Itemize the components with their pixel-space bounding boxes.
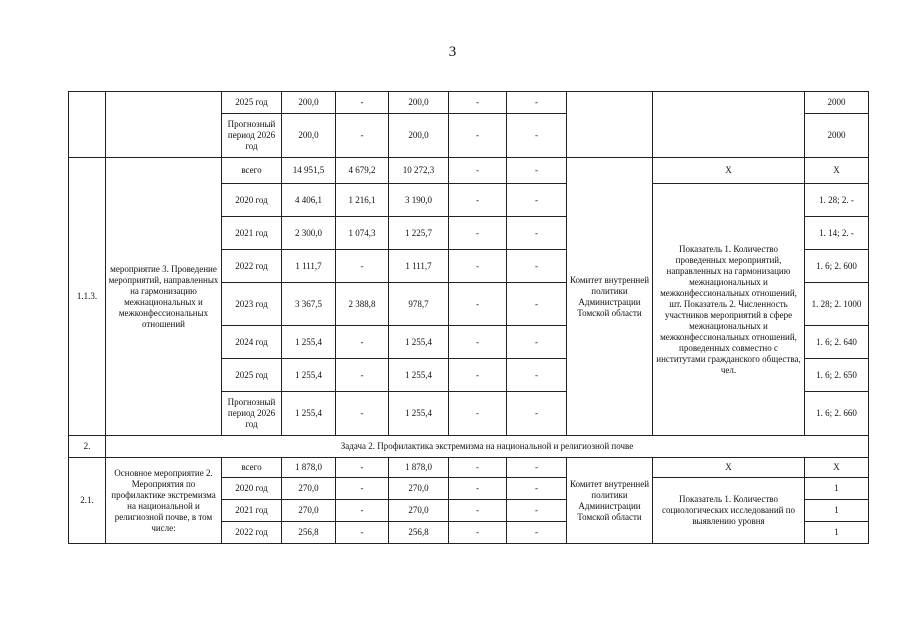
regional-cell: 978,7	[389, 283, 449, 326]
year-cell: 2025 год	[222, 359, 282, 392]
year-cell: 2020 год	[222, 478, 282, 500]
regional-cell: 1 255,4	[389, 326, 449, 359]
federal-cell: -	[336, 522, 389, 544]
regional-cell: 270,0	[389, 478, 449, 500]
federal-cell: -	[336, 250, 389, 283]
regional-cell: 1 255,4	[389, 392, 449, 436]
regional-cell: 256,8	[389, 522, 449, 544]
x-cell: Х	[653, 458, 805, 478]
federal-cell: -	[336, 359, 389, 392]
regional-cell: 200,0	[389, 92, 449, 114]
executor-cell: Комитет внутренней политики Администрации Томской области	[567, 458, 653, 544]
other-cell: -	[507, 359, 567, 392]
value-cell: 1. 28; 2. -	[805, 184, 869, 217]
other-cell: -	[507, 500, 567, 522]
year-cell: 2022 год	[222, 522, 282, 544]
other-cell: -	[507, 478, 567, 500]
executor-cell: Комитет внутренней политики Администрации Томской области	[567, 158, 653, 436]
local-cell: -	[449, 250, 507, 283]
local-cell: -	[449, 92, 507, 114]
total-cell: 2 300,0	[282, 217, 336, 250]
regional-cell: 10 272,3	[389, 158, 449, 184]
value-cell: 2000	[805, 114, 869, 158]
num-cell	[69, 92, 106, 158]
indicator-cell: Показатель 1. Количество социологических исследований по выявлению уровня	[653, 478, 805, 544]
value-cell: 1	[805, 522, 869, 544]
table-row	[69, 92, 869, 114]
indicator-cell: Показатель 1. Количество проведенных мероприятий, направленных на гармонизацию межнациональных и межконфессиональных отношений, шт. Показатель 2. Численность участников мероприятий в сфере межнациональных и межконфессиональных отношений, проведенных совместно с институтами гражданского общества, чел.	[653, 184, 805, 436]
local-cell: -	[449, 500, 507, 522]
year-cell: 2020 год	[222, 184, 282, 217]
year-cell: 2025 год	[222, 92, 282, 114]
year-cell: Прогнозный период 2026 год	[222, 392, 282, 436]
total-cell: 1 255,4	[282, 392, 336, 436]
local-cell: -	[449, 184, 507, 217]
federal-cell: -	[336, 392, 389, 436]
regional-cell: 3 190,0	[389, 184, 449, 217]
value-cell: 1. 28; 2. 1000	[805, 283, 869, 326]
local-cell: -	[449, 392, 507, 436]
other-cell: -	[507, 326, 567, 359]
federal-cell: 2 388,8	[336, 283, 389, 326]
value-cell: 2000	[805, 92, 869, 114]
program-table	[68, 91, 869, 544]
value-cell: 1	[805, 500, 869, 522]
total-cell: 256,8	[282, 522, 336, 544]
name-cell	[106, 92, 222, 158]
year-cell: 2023 год	[222, 283, 282, 326]
value-cell: 1. 14; 2. -	[805, 217, 869, 250]
total-cell: 1 878,0	[282, 458, 336, 478]
federal-cell: -	[336, 92, 389, 114]
local-cell: -	[449, 478, 507, 500]
indicator-cell	[653, 92, 805, 158]
total-cell: 4 406,1	[282, 184, 336, 217]
other-cell: -	[507, 283, 567, 326]
local-cell: -	[449, 217, 507, 250]
other-cell: -	[507, 522, 567, 544]
federal-cell: 1 074,3	[336, 217, 389, 250]
year-cell: Прогнозный период 2026 год	[222, 114, 282, 158]
other-cell: -	[507, 92, 567, 114]
local-cell: -	[449, 114, 507, 158]
other-cell: -	[507, 250, 567, 283]
value-cell: 1	[805, 478, 869, 500]
federal-cell: -	[336, 478, 389, 500]
regional-cell: 200,0	[389, 114, 449, 158]
other-cell: -	[507, 114, 567, 158]
table-row	[69, 158, 869, 184]
federal-cell: -	[336, 458, 389, 478]
other-cell: -	[507, 158, 567, 184]
year-cell: 2022 год	[222, 250, 282, 283]
name-cell: мероприятие 3. Проведение мероприятий, направленных на гармонизацию межнациональных и межконфессиональных отношений	[106, 158, 222, 436]
federal-cell: -	[336, 114, 389, 158]
local-cell: -	[449, 522, 507, 544]
year-cell: 2021 год	[222, 500, 282, 522]
regional-cell: 1 111,7	[389, 250, 449, 283]
total-cell: 1 111,7	[282, 250, 336, 283]
regional-cell: 270,0	[389, 500, 449, 522]
page-number: 3	[448, 44, 457, 60]
total-cell: 14 951,5	[282, 158, 336, 184]
total-cell: 270,0	[282, 478, 336, 500]
local-cell: -	[449, 283, 507, 326]
value-cell: 1. 6; 2. 650	[805, 359, 869, 392]
name-cell: Основное мероприятие 2. Мероприятия по профилактике экстремизма на национальной и религиозной почве, в том числе:	[106, 458, 222, 544]
federal-cell: -	[336, 500, 389, 522]
year-cell: всего	[222, 458, 282, 478]
task-title: Задача 2. Профилактика экстремизма на национальной и религиозной почве	[106, 436, 869, 458]
num-cell: 2.	[69, 436, 106, 458]
federal-cell: 1 216,1	[336, 184, 389, 217]
x-cell: Х	[653, 158, 805, 184]
total-cell: 1 255,4	[282, 326, 336, 359]
total-cell: 200,0	[282, 92, 336, 114]
year-cell: всего	[222, 158, 282, 184]
value-cell: 1. 6; 2. 600	[805, 250, 869, 283]
executor-cell	[567, 92, 653, 158]
other-cell: -	[507, 392, 567, 436]
local-cell: -	[449, 326, 507, 359]
x-cell: Х	[805, 158, 869, 184]
total-cell: 3 367,5	[282, 283, 336, 326]
regional-cell: 1 225,7	[389, 217, 449, 250]
total-cell: 270,0	[282, 500, 336, 522]
x-cell: Х	[805, 458, 869, 478]
value-cell: 1. 6; 2. 640	[805, 326, 869, 359]
year-cell: 2024 год	[222, 326, 282, 359]
local-cell: -	[449, 158, 507, 184]
local-cell: -	[449, 359, 507, 392]
other-cell: -	[507, 184, 567, 217]
task-row	[69, 436, 869, 458]
num-cell: 2.1.	[69, 458, 106, 544]
regional-cell: 1 878,0	[389, 458, 449, 478]
total-cell: 200,0	[282, 114, 336, 158]
federal-cell: -	[336, 326, 389, 359]
other-cell: -	[507, 458, 567, 478]
value-cell: 1. 6; 2. 660	[805, 392, 869, 436]
total-cell: 1 255,4	[282, 359, 336, 392]
local-cell: -	[449, 458, 507, 478]
other-cell: -	[507, 217, 567, 250]
year-cell: 2021 год	[222, 217, 282, 250]
regional-cell: 1 255,4	[389, 359, 449, 392]
num-cell: 1.1.3.	[69, 158, 106, 436]
federal-cell: 4 679,2	[336, 158, 389, 184]
table-row	[69, 458, 869, 478]
